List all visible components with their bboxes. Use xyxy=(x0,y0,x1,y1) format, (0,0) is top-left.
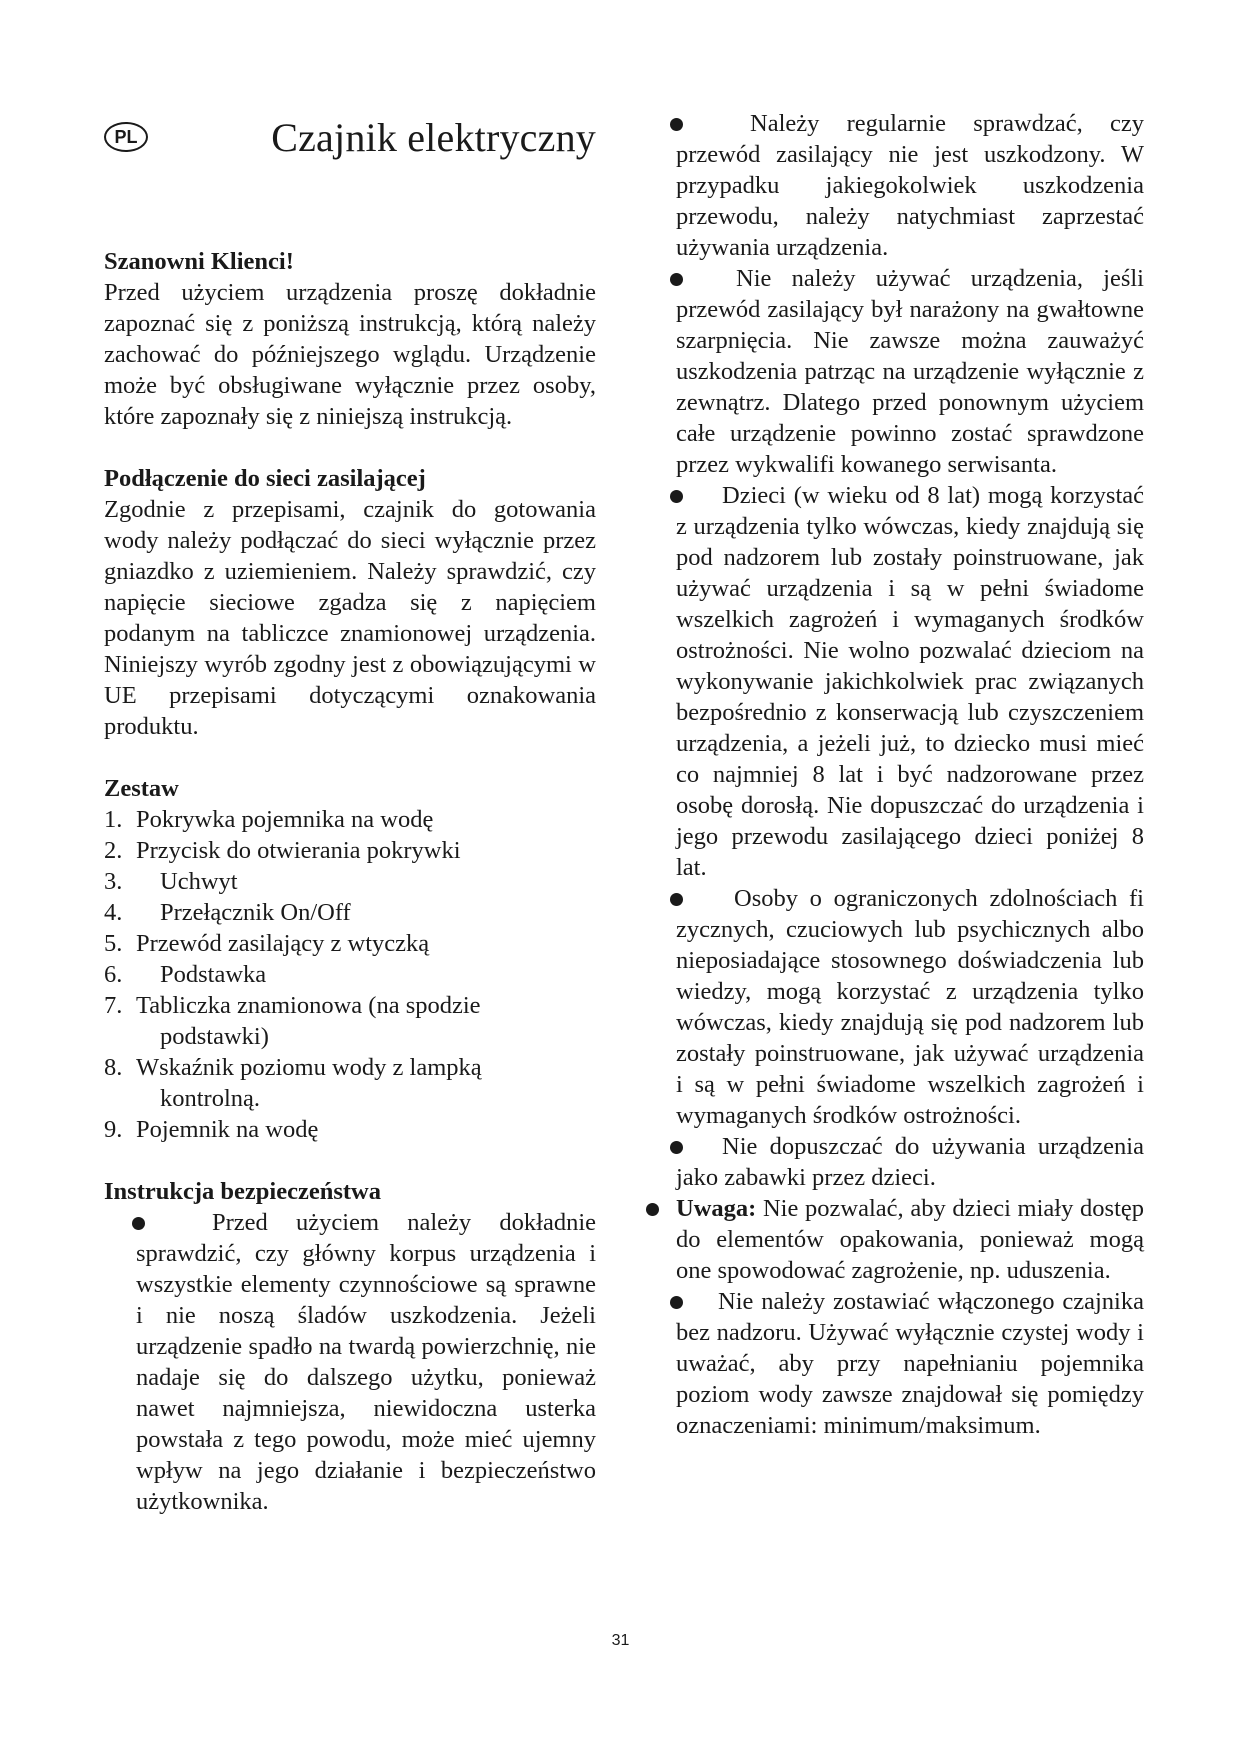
list-item: 3. Uchwyt xyxy=(104,868,238,895)
power-heading: Podłączenie do sieci zasilającej xyxy=(104,465,426,492)
list-item: 4. Przełącznik On/Off xyxy=(104,899,351,926)
intro-greeting: Szanowni Klienci! xyxy=(104,248,294,275)
safety-bullet xyxy=(676,263,1144,480)
safety-bullet-text: Osoby o ograniczonych zdolnościach fi zycznych, czuciowych lub psychicznych albo nieposiadające stosownego doświadczenia lub wiedzy, mogą korzystać z urządzenia tylko wówczas, kiedy znajdują się pod nadzorem lub zostały poinstruowane, jak używać urządzenia i są w pełni świadome wszelkich zagrożeń i wymaganych środków ostrożności. xyxy=(676,885,1144,1129)
language-badge: PL xyxy=(104,122,148,152)
bullet-icon xyxy=(670,1141,683,1154)
list-item: 2. Przycisk do otwierania pokrywki xyxy=(104,837,461,864)
bullet-icon xyxy=(670,490,683,503)
page-header xyxy=(104,108,596,168)
safety-bullet xyxy=(676,1131,1144,1193)
list-item: 8. Wskaźnik poziomu wody z lampką kontrolną. xyxy=(104,1054,482,1112)
page-title: Czajnik elektryczny xyxy=(271,115,596,160)
safety-bullet-text: Nie dopuszczać do używania urządzenia jako zabawki przez dzieci. xyxy=(676,1133,1144,1191)
page-number: 31 xyxy=(611,1632,630,1649)
kit-heading: Zestaw xyxy=(104,775,179,802)
right-column xyxy=(676,108,1144,1441)
bullet-icon xyxy=(646,1203,659,1216)
safety-bullet xyxy=(676,1286,1144,1441)
bullet-icon xyxy=(670,1296,683,1309)
intro-section xyxy=(104,246,596,432)
warning-bullet xyxy=(676,1193,1144,1286)
safety-bullet-text: Nie należy używać urządzenia, jeśli przewód zasilający był narażony na gwałtowne szarpnięcia. Nie zawsze można zauważyć uszkodzenia patrząc na urządzenie wyłącznie z zewnątrz. Dlatego przed ponownym użyciem całe urządzenie powinno zostać sprawdzone przez wykwalifi kowanego serwisanta. xyxy=(676,265,1144,478)
warning-label: Uwaga: xyxy=(676,1195,757,1222)
power-text: Zgodnie z przepisami, czajnik do gotowania wody należy podłączać do sieci wyłącznie przez gniazdko z uziemieniem. Należy sprawdzić, czy napięcie sieciowe zgadza się z napięciem podanym na tabliczce znamionowej urządzenia. Niniejszy wyrób zgodny jest z obowiązującymi w UE przepisami dotyczącymi oznakowania produktu. xyxy=(104,496,596,740)
warning-text: Uwaga: Nie pozwalać, aby dzieci miały dostęp do elementów opakowania, ponieważ mogą one spowodować zagrożenie, np. uduszenia. xyxy=(676,1195,1145,1284)
safety-bullet xyxy=(676,883,1144,1131)
list-item: 5. Przewód zasilający z wtyczką xyxy=(104,930,430,957)
kit-list xyxy=(104,804,596,1145)
safety-bullet-text: Należy regularnie sprawdzać, czy przewód zasilający nie jest uszkodzony. W przypadku jakiegokolwiek uszkodzenia przewodu, należy natychmiast zaprzestać używania urządzenia. xyxy=(676,110,1144,261)
safety-bullet xyxy=(676,108,1144,263)
safety-bullet-text: Przed użyciem należy dokładnie sprawdzić, czy główny korpus urządzenia i wszystkie elementy czynnościowe są sprawne i nie noszą śladów uszkodzenia. Jeżeli urządzenie spadło na twardą powierzchnię, nie nadaje się do dalszego użytku, ponieważ nawet najmniejsza, niewidoczna usterka powstała z tego powodu, może mieć ujemny wpływ na jego działanie i bezpieczeństwo użytkownika. xyxy=(136,1209,596,1515)
list-item: 1. Pokrywka pojemnika na wodę xyxy=(104,806,434,833)
left-column xyxy=(104,108,596,1517)
safety-bullet-text: Nie należy zostawiać włączonego czajnika bez nadzoru. Używać wyłącznie czystej wody i uważać, aby przy napełnianiu pojemnika poziom wody zawsze znajdował się pomiędzy oznaczeniami: minimum/maksimum. xyxy=(676,1288,1144,1439)
bullet-icon xyxy=(670,893,683,906)
kit-section xyxy=(104,773,596,1145)
bullet-icon xyxy=(670,273,683,286)
safety-bullet-text: Dzieci (w wieku od 8 lat) mogą korzystać z urządzenia tylko wówczas, kiedy znajdują się pod nadzorem lub zostały poinstruowane, jak używać urządzenia i są w pełni świadome wszelkich zagrożeń i wymaganych środków ostrożności. Nie wolno pozwalać dzieciom na wykonywanie jakichkolwiek prac związanych bezpośrednio z konserwacją lub czyszczeniem urządzenia, a jeżeli już, to dziecko musi mieć co najmniej 8 lat i być nadzorowane przez osobę dorosłą. Nie dopuszczać do urządzenia i jego przewodu zasilającego dzieci poniżej 8 lat. xyxy=(676,482,1144,881)
bullet-icon xyxy=(132,1217,145,1230)
bullet-icon xyxy=(670,118,683,131)
safety-bullet xyxy=(676,480,1144,883)
list-item: 9. Pojemnik na wodę xyxy=(104,1116,319,1143)
intro-text: Przed użyciem urządzenia proszę dokładnie zapoznać się z poniższą instrukcją, którą należy zachować do późniejszego wglądu. Urządzenie może być obsługiwane wyłącznie przez osoby, które zapoznały się z niniejszą instrukcją. xyxy=(104,279,596,430)
list-item: 7. Tabliczka znamionowa (na spodzie podstawki) xyxy=(104,992,481,1050)
safety-heading: Instrukcja bezpieczeństwa xyxy=(104,1178,381,1205)
list-item: 6. Podstawka xyxy=(104,961,267,988)
safety-section xyxy=(104,1176,596,1517)
power-section xyxy=(104,463,596,742)
safety-bullet xyxy=(104,1207,596,1517)
